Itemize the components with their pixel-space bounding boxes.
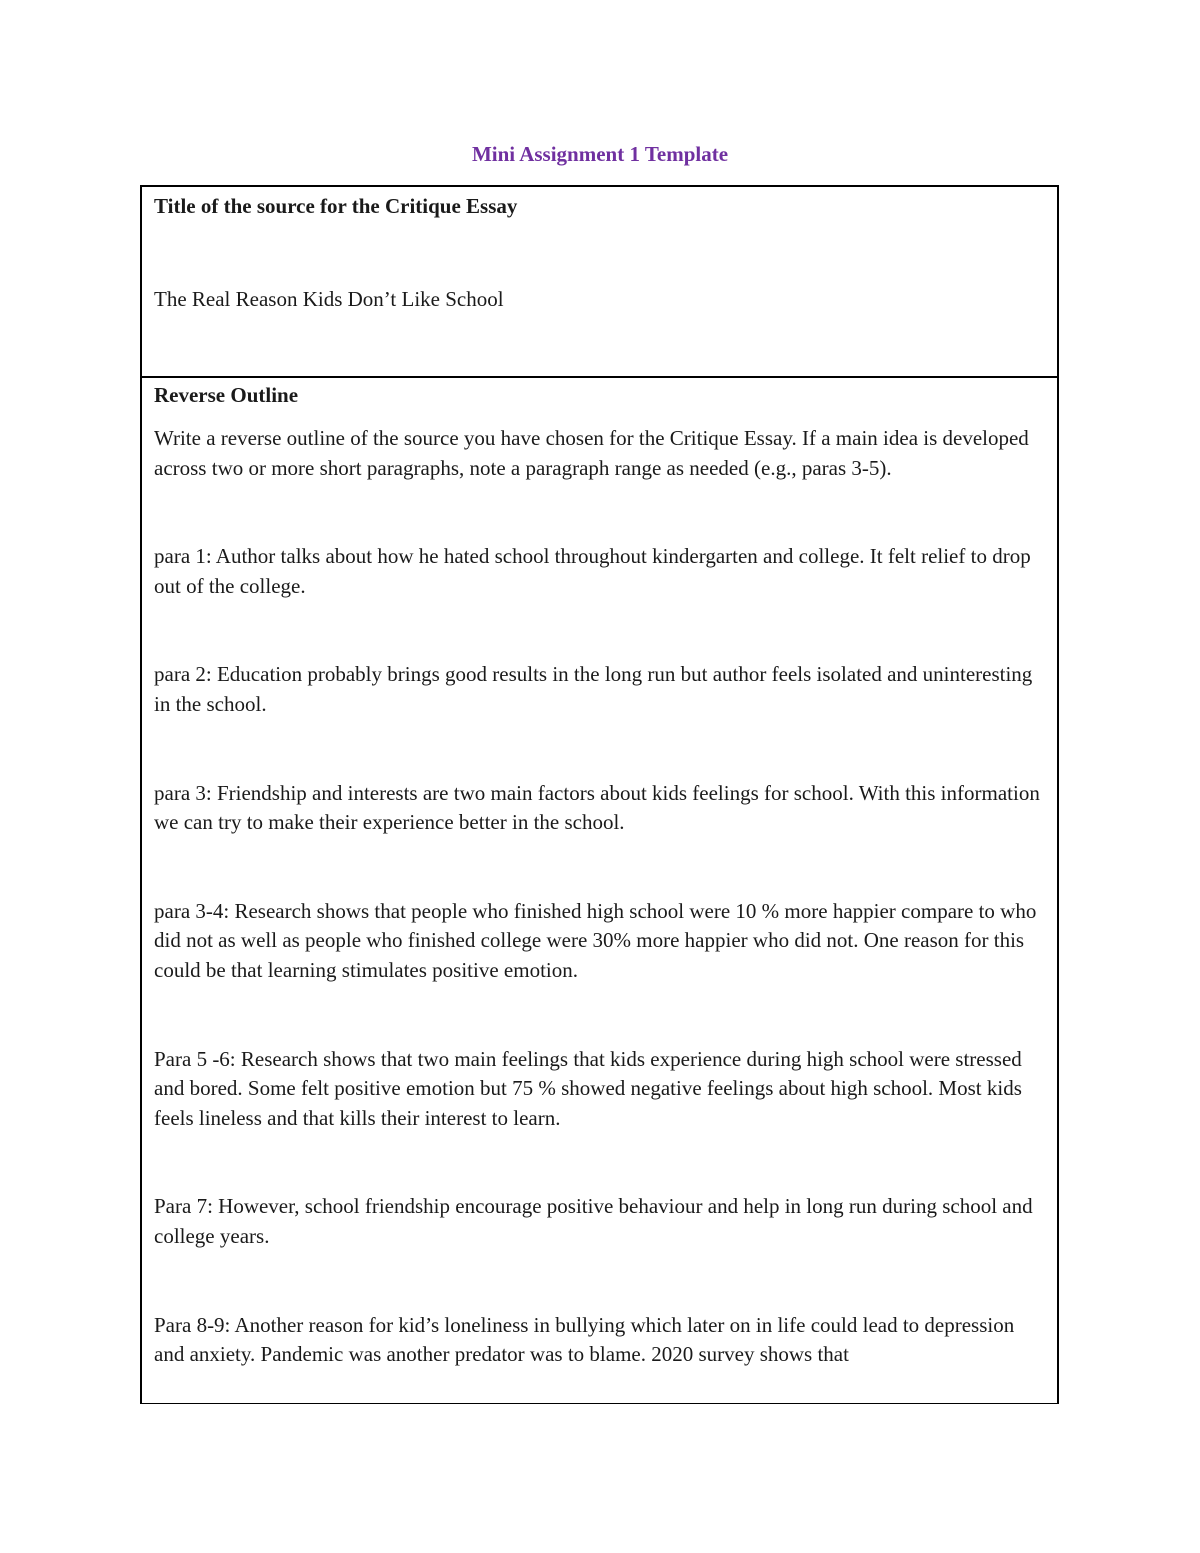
outline-entry: Para 7: However, school friendship encourage positive behaviour and help in long run during school and college years.: [154, 1194, 1033, 1248]
source-title-value: The Real Reason Kids Don’t Like School: [154, 287, 504, 311]
outline-entry: Para 5 -6: Research shows that two main feelings that kids experience during high school were stressed and bored. Some felt positive emotion but 75 % showed negative feelings about high school. Most kids feels lineless and that kills their interest to learn.: [154, 1046, 1022, 1130]
outline-entry: Para 8-9: Another reason for kid’s loneliness in bullying which later on in life could lead to depression and anxiety. Pandemic was another predator was to blame. 2020 survey shows that: [154, 1312, 1015, 1367]
reverse-outline-cell: [142, 378, 1057, 1370]
outline-entry: para 3-4: Research shows that people who finished high school were 10 % more happier compare to who did not as well as people who finished college were 30% more happier who did not. One reason for this could be that learning stimulates positive emotion.: [154, 898, 1037, 982]
reverse-outline-instructions: Write a reverse outline of the source you have chosen for the Critique Essay. If a main idea is developed across two or more short paragraphs, note a paragraph range as needed (e.g., paras 3-5).: [154, 426, 1029, 480]
outline-entry: para 2: Education probably brings good results in the long run but author feels isolated and uninteresting in the school.: [154, 662, 1033, 716]
source-title-label: Title of the source for the Critique Essay: [154, 194, 518, 218]
outline-entry: para 3: Friendship and interests are two main factors about kids feelings for school. With this information we can try to make their experience better in the school.: [154, 780, 1040, 835]
outline-entry: para 1: Author talks about how he hated school throughout kindergarten and college. It felt relief to drop out of the college.: [154, 544, 1031, 598]
reverse-outline-label: Reverse Outline: [154, 383, 299, 407]
assignment-table: [140, 185, 1059, 1404]
document-title: Mini Assignment 1 Template: [471, 142, 729, 166]
source-title-cell: [142, 187, 1057, 378]
